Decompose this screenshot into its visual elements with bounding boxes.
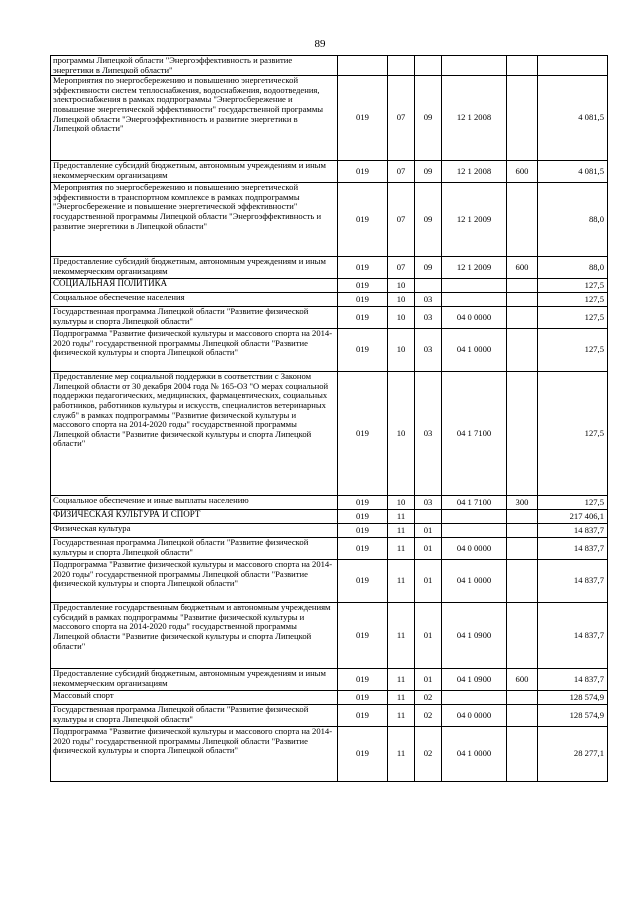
row-name-cell: Предоставление субсидий бюджетным, автономным учреждениям и иным некоммерческим организациям bbox=[51, 257, 338, 279]
expense-type-cell bbox=[507, 727, 538, 782]
section-code-cell: 10 bbox=[388, 279, 415, 293]
subsection-code-cell: 09 bbox=[415, 161, 442, 183]
table-row bbox=[51, 56, 608, 76]
ministry-code-cell: 019 bbox=[338, 669, 388, 691]
amount-cell: 128 574,9 bbox=[538, 705, 608, 727]
target-article-cell: 04 1 0000 bbox=[442, 560, 507, 603]
table-row bbox=[51, 279, 608, 293]
expense-type-cell bbox=[507, 510, 538, 524]
amount-cell: 128 574,9 bbox=[538, 691, 608, 705]
budget-table bbox=[50, 55, 608, 782]
row-name-cell: Государственная программа Липецкой области "Развитие физической культуры и спорта Липецкой области" bbox=[51, 538, 338, 560]
subsection-code-cell: 01 bbox=[415, 524, 442, 538]
subsection-code-cell bbox=[415, 279, 442, 293]
table-row bbox=[51, 560, 608, 603]
expense-type-cell bbox=[507, 524, 538, 538]
expense-type-cell bbox=[507, 538, 538, 560]
expense-type-cell bbox=[507, 183, 538, 257]
amount-cell: 4 081,5 bbox=[538, 76, 608, 161]
amount-cell: 14 837,7 bbox=[538, 669, 608, 691]
target-article-cell: 04 1 0000 bbox=[442, 727, 507, 782]
subsection-code-cell: 02 bbox=[415, 691, 442, 705]
section-code-cell: 11 bbox=[388, 669, 415, 691]
table-row bbox=[51, 76, 608, 161]
section-code-cell: 10 bbox=[388, 329, 415, 372]
expense-type-cell bbox=[507, 329, 538, 372]
subsection-code-cell: 01 bbox=[415, 603, 442, 669]
ministry-code-cell: 019 bbox=[338, 257, 388, 279]
section-code-cell: 11 bbox=[388, 510, 415, 524]
ministry-code-cell: 019 bbox=[338, 293, 388, 307]
target-article-cell: 04 0 0000 bbox=[442, 307, 507, 329]
expense-type-cell bbox=[507, 372, 538, 496]
row-name-cell: ФИЗИЧЕСКАЯ КУЛЬТУРА И СПОРТ bbox=[51, 510, 338, 524]
ministry-code-cell: 019 bbox=[338, 727, 388, 782]
table-row bbox=[51, 372, 608, 496]
amount-cell: 127,5 bbox=[538, 372, 608, 496]
section-code-cell: 07 bbox=[388, 183, 415, 257]
subsection-code-cell: 01 bbox=[415, 538, 442, 560]
expense-type-cell bbox=[507, 691, 538, 705]
expense-type-cell: 600 bbox=[507, 257, 538, 279]
subsection-code-cell: 02 bbox=[415, 727, 442, 782]
subsection-code-cell: 03 bbox=[415, 307, 442, 329]
amount-cell: 127,5 bbox=[538, 293, 608, 307]
ministry-code-cell: 019 bbox=[338, 279, 388, 293]
table-row bbox=[51, 603, 608, 669]
subsection-code-cell: 09 bbox=[415, 183, 442, 257]
subsection-code-cell: 09 bbox=[415, 76, 442, 161]
table-row bbox=[51, 183, 608, 257]
amount-cell bbox=[538, 56, 608, 76]
target-article-cell bbox=[442, 293, 507, 307]
subsection-code-cell bbox=[415, 56, 442, 76]
expense-type-cell: 600 bbox=[507, 161, 538, 183]
ministry-code-cell: 019 bbox=[338, 496, 388, 510]
row-name-cell: Мероприятия по энергосбережению и повышению энергетической эффективности систем теплоснабжения, водоснабжения, водоотведения, электроснабжения в рамках подпрограммы "Энергосбережение и повышение энергетической эффективности" государственной программы Липецкой области "Энергоэффективность и развитие энергетики в Липецкой области" bbox=[51, 76, 338, 161]
table-row bbox=[51, 329, 608, 372]
section-code-cell: 10 bbox=[388, 372, 415, 496]
target-article-cell: 04 0 0000 bbox=[442, 705, 507, 727]
target-article-cell: 12 1 2008 bbox=[442, 161, 507, 183]
target-article-cell: 04 1 7100 bbox=[442, 496, 507, 510]
row-name-cell: Массовый спорт bbox=[51, 691, 338, 705]
target-article-cell bbox=[442, 691, 507, 705]
subsection-code-cell: 01 bbox=[415, 669, 442, 691]
subsection-code-cell: 02 bbox=[415, 705, 442, 727]
amount-cell: 14 837,7 bbox=[538, 524, 608, 538]
row-name-cell: Физическая культура bbox=[51, 524, 338, 538]
section-code-cell: 11 bbox=[388, 603, 415, 669]
target-article-cell: 12 1 2008 bbox=[442, 76, 507, 161]
expense-type-cell bbox=[507, 76, 538, 161]
row-name-cell: Подпрограмма "Развитие физической культуры и массового спорта на 2014-2020 годы" государственной программы Липецкой области "Развитие физической культуры и спорта Липецкой области" bbox=[51, 329, 338, 372]
section-code-cell: 11 bbox=[388, 538, 415, 560]
table-row bbox=[51, 510, 608, 524]
ministry-code-cell: 019 bbox=[338, 524, 388, 538]
subsection-code-cell: 03 bbox=[415, 293, 442, 307]
expense-type-cell bbox=[507, 279, 538, 293]
ministry-code-cell: 019 bbox=[338, 76, 388, 161]
target-article-cell: 04 1 7100 bbox=[442, 372, 507, 496]
expense-type-cell bbox=[507, 560, 538, 603]
row-name-cell: Государственная программа Липецкой области "Развитие физической культуры и спорта Липецкой области" bbox=[51, 705, 338, 727]
amount-cell: 88,0 bbox=[538, 183, 608, 257]
section-code-cell: 07 bbox=[388, 76, 415, 161]
row-name-cell: Предоставление мер социальной поддержки в соответствии с Законом Липецкой области от 30 декабря 2004 года № 165-ОЗ "О мерах социальной поддержки педагогических, медицинских, фармацевтических, социальных работников, работников культуры и искусств, специалистов ветеринарных служб" в рамках подпрограммы "Развитие физической культуры и массового спорта на 2014-2020 годы" государственной программы Липецкой области "Развитие физической культуры и спорта Липецкой области" bbox=[51, 372, 338, 496]
target-article-cell: 12 1 2009 bbox=[442, 257, 507, 279]
amount-cell: 14 837,7 bbox=[538, 538, 608, 560]
row-name-cell: Предоставление субсидий бюджетным, автономным учреждениям и иным некоммерческим организациям bbox=[51, 161, 338, 183]
expense-type-cell bbox=[507, 307, 538, 329]
amount-cell: 4 081,5 bbox=[538, 161, 608, 183]
expense-type-cell: 600 bbox=[507, 669, 538, 691]
amount-cell: 127,5 bbox=[538, 329, 608, 372]
section-code-cell: 10 bbox=[388, 496, 415, 510]
section-code-cell: 11 bbox=[388, 691, 415, 705]
expense-type-cell bbox=[507, 705, 538, 727]
section-code-cell: 11 bbox=[388, 727, 415, 782]
ministry-code-cell: 019 bbox=[338, 329, 388, 372]
table-row bbox=[51, 705, 608, 727]
amount-cell: 14 837,7 bbox=[538, 603, 608, 669]
ministry-code-cell: 019 bbox=[338, 372, 388, 496]
expense-type-cell bbox=[507, 56, 538, 76]
ministry-code-cell: 019 bbox=[338, 705, 388, 727]
row-name-cell: Подпрограмма "Развитие физической культуры и массового спорта на 2014-2020 годы" государственной программы Липецкой области "Развитие физической культуры и спорта Липецкой области" bbox=[51, 560, 338, 603]
ministry-code-cell: 019 bbox=[338, 603, 388, 669]
target-article-cell: 04 1 0900 bbox=[442, 603, 507, 669]
amount-cell: 127,5 bbox=[538, 307, 608, 329]
section-code-cell: 11 bbox=[388, 705, 415, 727]
ministry-code-cell bbox=[338, 56, 388, 76]
subsection-code-cell: 01 bbox=[415, 560, 442, 603]
section-code-cell: 10 bbox=[388, 293, 415, 307]
subsection-code-cell: 03 bbox=[415, 329, 442, 372]
target-article-cell bbox=[442, 524, 507, 538]
ministry-code-cell: 019 bbox=[338, 510, 388, 524]
target-article-cell bbox=[442, 56, 507, 76]
target-article-cell bbox=[442, 510, 507, 524]
amount-cell: 127,5 bbox=[538, 279, 608, 293]
expense-type-cell bbox=[507, 293, 538, 307]
table-row bbox=[51, 727, 608, 782]
section-code-cell: 07 bbox=[388, 161, 415, 183]
amount-cell: 127,5 bbox=[538, 496, 608, 510]
table-row bbox=[51, 293, 608, 307]
ministry-code-cell: 019 bbox=[338, 161, 388, 183]
ministry-code-cell: 019 bbox=[338, 183, 388, 257]
target-article-cell: 04 1 0000 bbox=[442, 329, 507, 372]
ministry-code-cell: 019 bbox=[338, 691, 388, 705]
amount-cell: 14 837,7 bbox=[538, 560, 608, 603]
subsection-code-cell: 03 bbox=[415, 372, 442, 496]
target-article-cell: 04 0 0000 bbox=[442, 538, 507, 560]
page-number: 89 bbox=[314, 38, 326, 50]
table-row bbox=[51, 691, 608, 705]
section-code-cell: 11 bbox=[388, 560, 415, 603]
table-row bbox=[51, 669, 608, 691]
target-article-cell bbox=[442, 279, 507, 293]
section-code-cell: 11 bbox=[388, 524, 415, 538]
expense-type-cell: 300 bbox=[507, 496, 538, 510]
section-code-cell: 07 bbox=[388, 257, 415, 279]
subsection-code-cell: 09 bbox=[415, 257, 442, 279]
ministry-code-cell: 019 bbox=[338, 538, 388, 560]
subsection-code-cell: 03 bbox=[415, 496, 442, 510]
row-name-cell: Государственная программа Липецкой области "Развитие физической культуры и спорта Липецкой области" bbox=[51, 307, 338, 329]
section-code-cell: 10 bbox=[388, 307, 415, 329]
table-row bbox=[51, 524, 608, 538]
amount-cell: 217 406,1 bbox=[538, 510, 608, 524]
row-name-cell: программы Липецкой области "Энергоэффективность и развитие энергетики в Липецкой области" bbox=[51, 56, 338, 76]
row-name-cell: Социальное обеспечение и иные выплаты населению bbox=[51, 496, 338, 510]
row-name-cell: Мероприятия по энергосбережению и повышению энергетической эффективности в транспортном комплексе в рамках подпрограммы "Энергосбережение и повышение энергетической эффективности" государственной программы Липецкой области "Энергоэффективность и развитие энергетики в Липецкой области" bbox=[51, 183, 338, 257]
table-row bbox=[51, 538, 608, 560]
row-name-cell: Социальное обеспечение населения bbox=[51, 293, 338, 307]
row-name-cell: Предоставление государственным бюджетным и автономным учреждениям субсидий в рамках подпрограммы "Развитие физической культуры и массового спорта на 2014-2020 годы" государственной программы Липецкой области "Развитие физической культуры и спорта Липецкой области" bbox=[51, 603, 338, 669]
row-name-cell: Подпрограмма "Развитие физической культуры и массового спорта на 2014-2020 годы" государственной программы Липецкой области "Развитие физической культуры и спорта Липецкой области" bbox=[51, 727, 338, 782]
table-row bbox=[51, 257, 608, 279]
amount-cell: 88,0 bbox=[538, 257, 608, 279]
expense-type-cell bbox=[507, 603, 538, 669]
section-code-cell bbox=[388, 56, 415, 76]
amount-cell: 28 277,1 bbox=[538, 727, 608, 782]
row-name-cell: Предоставление субсидий бюджетным, автономным учреждениям и иным некоммерческим организациям bbox=[51, 669, 338, 691]
ministry-code-cell: 019 bbox=[338, 560, 388, 603]
ministry-code-cell: 019 bbox=[338, 307, 388, 329]
table-row bbox=[51, 496, 608, 510]
subsection-code-cell bbox=[415, 510, 442, 524]
table-row bbox=[51, 161, 608, 183]
target-article-cell: 04 1 0900 bbox=[442, 669, 507, 691]
target-article-cell: 12 1 2009 bbox=[442, 183, 507, 257]
row-name-cell: СОЦИАЛЬНАЯ ПОЛИТИКА bbox=[51, 279, 338, 293]
table-row bbox=[51, 307, 608, 329]
